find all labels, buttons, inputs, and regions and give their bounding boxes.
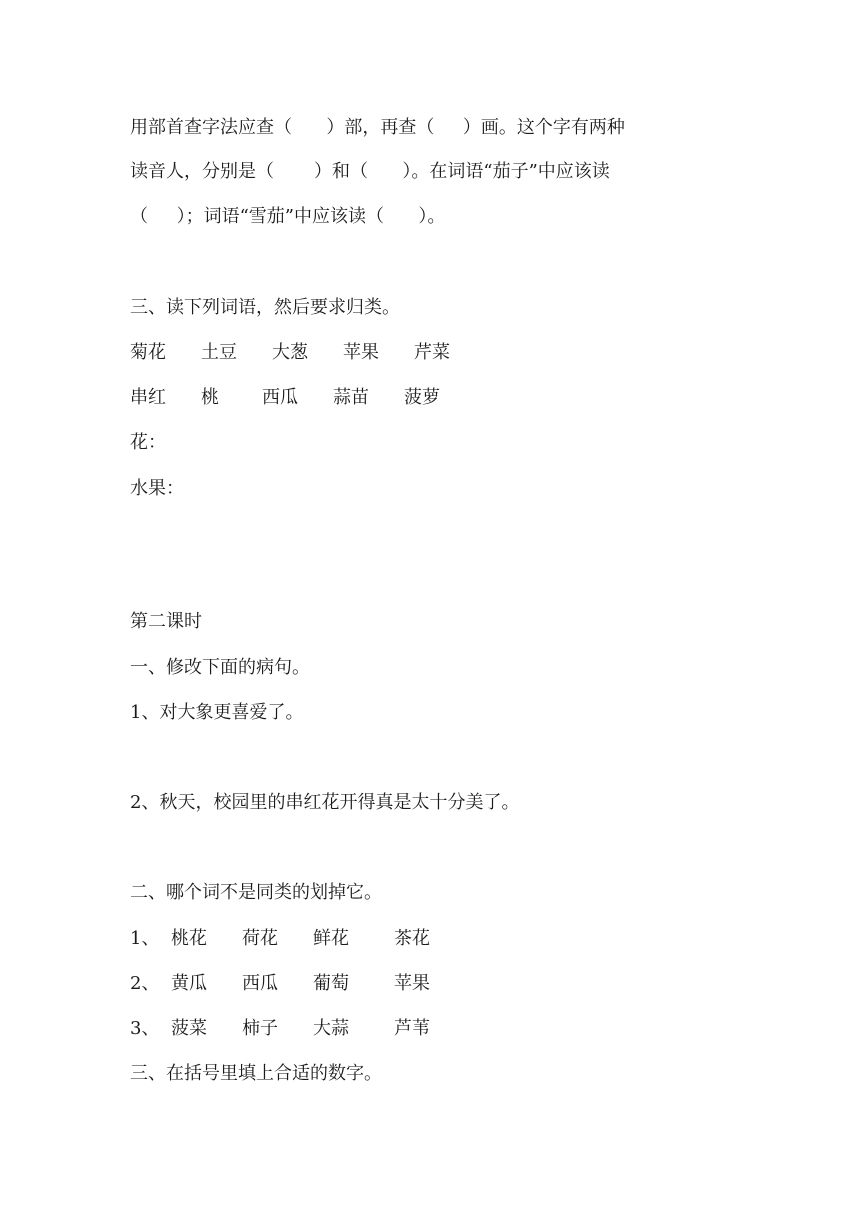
row-number: 3、 xyxy=(130,1018,160,1039)
text-line-2: 读音人，分别是（ ）和（ ）。在词语“茄子”中应该读 xyxy=(130,161,610,182)
word: 串红 xyxy=(130,387,166,408)
sentence-1: 1、对大象更喜爱了。 xyxy=(130,702,304,723)
word: 菠菜 xyxy=(171,1018,207,1039)
word: 荷花 xyxy=(242,928,278,949)
part-3-title: 三、在括号里填上合适的数字。 xyxy=(130,1063,382,1084)
word: 苹果 xyxy=(394,973,430,994)
word: 大葱 xyxy=(272,342,308,363)
word: 桃花 xyxy=(171,928,207,949)
word: 茶花 xyxy=(394,928,430,949)
word: 西瓜 xyxy=(242,973,278,994)
text-line-3: （ ）；词语“雪茄”中应该读（ ）。 xyxy=(130,206,446,227)
lesson-2-title: 第二课时 xyxy=(130,611,202,632)
word: 鲜花 xyxy=(313,928,349,949)
word: 芹菜 xyxy=(414,342,450,363)
part-1-title: 一、修改下面的病句。 xyxy=(130,657,310,678)
text-line-1: 用部首查字法应查（ ）部，再查（ ）画。这个字有两种 xyxy=(130,117,625,138)
row-number: 1、 xyxy=(130,928,160,949)
flower-label: 花： xyxy=(130,432,166,453)
word: 蒜苗 xyxy=(333,387,369,408)
word: 菊花 xyxy=(130,342,166,363)
word: 黄瓜 xyxy=(171,973,207,994)
word: 柿子 xyxy=(242,1018,278,1039)
word: 芦苇 xyxy=(394,1018,430,1039)
word: 土豆 xyxy=(201,342,237,363)
part-2-title: 二、哪个词不是同类的划掉它。 xyxy=(130,882,382,903)
word: 西瓜 xyxy=(262,387,298,408)
word: 桃 xyxy=(201,387,219,408)
section-3-title: 三、读下列词语，然后要求归类。 xyxy=(130,297,400,318)
word: 菠萝 xyxy=(404,387,440,408)
fruit-label: 水果： xyxy=(130,478,184,499)
row-number: 2、 xyxy=(130,973,160,994)
sentence-2: 2、秋天，校园里的串红花开得真是太十分美了。 xyxy=(130,792,520,813)
word: 苹果 xyxy=(343,342,379,363)
word: 大蒜 xyxy=(313,1018,349,1039)
word: 葡萄 xyxy=(313,973,349,994)
